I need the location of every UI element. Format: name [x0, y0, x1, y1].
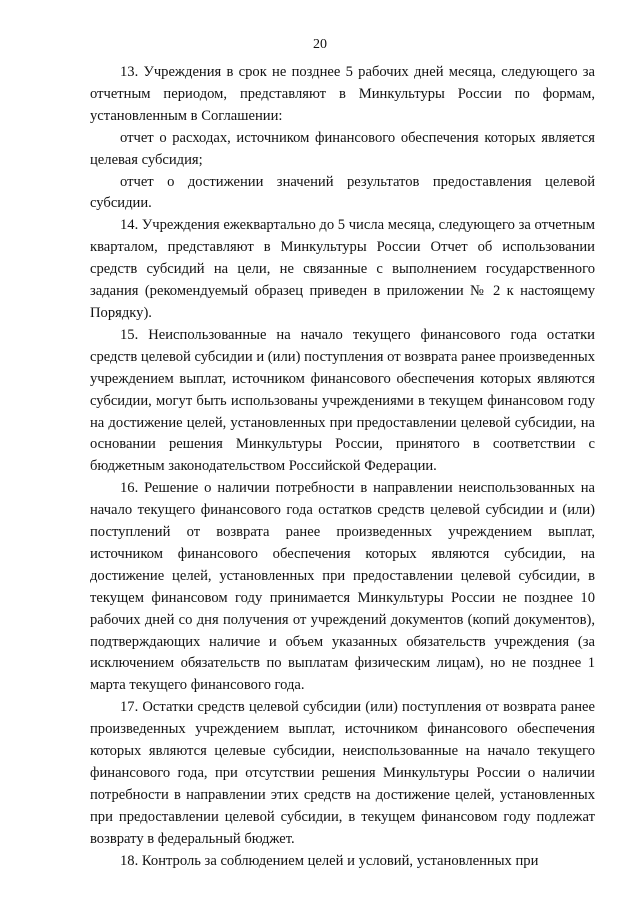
page-number: 20: [313, 37, 327, 52]
paragraph-13-item-results-report: отчет о достижении значений результатов предоставления целевой субсидии.: [90, 173, 595, 212]
page-body: [90, 62, 595, 873]
paragraph-17: 17. Остатки средств целевой субсидии (или) поступления от возврата ранее произведенных учреждением выплат, источником финансового обеспечения которых являются целевые субсидии, неиспользованные на начало текущего финансового года, при отсутствии решения Минкультуры России о наличии потребности в направлении этих средств на достижение целей, установленных при предоставлении целевой субсидии, в текущем финансовом году подлежат возврату в федеральный бюджет.: [90, 699, 595, 847]
paragraph-16: 16. Решение о наличии потребности в направлении неиспользованных на начало текущего финансового года остатков средств целевой субсидии и (или) поступлений от возврата ранее произведенных учреждением выплат, источником финансового обеспечения которых являются субсидии, на достижение целей, установленных при предоставлении целевой субсидии, в текущем финансовом году принимается Минкультуры России не позднее 10 рабочих дней со дня получения от учреждений документов (копий документов), подтверждающих наличие и объем указанных обязательств учреждения (за исключением обязательств по выплатам физическим лицам), но не позднее 1 марта текущего финансового года.: [90, 480, 595, 694]
paragraph-14: 14. Учреждения ежеквартально до 5 числа месяца, следующего за отчетным кварталом, представляют в Минкультуры России Отчет об использовании средств субсидий на цели, не связанные с выполнением государственного задания (рекомендуемый образец приведен в приложении № 2 к настоящему Порядку).: [90, 217, 595, 321]
paragraph-13-item-expenses-report: отчет о расходах, источником финансового обеспечения которых является целевая субсидия;: [90, 129, 595, 168]
paragraph-13: 13. Учреждения в срок не позднее 5 рабочих дней месяца, следующего за отчетным периодом, представляют в Минкультуры России по формам, установленным в Соглашении:: [90, 64, 595, 124]
paragraph-15: 15. Неиспользованные на начало текущего финансового года остатки средств целевой субсидии и (или) поступления от возврата ранее произведенных учреждением выплат, источником финансового обеспечения которых являются субсидии, могут быть использованы учреждениями в текущем финансовом году на достижение целей, установленных при предоставлении целевой субсидии, на основании решения Минкультуры России, принятого в соответствии с бюджетным законодательством Российской Федерации.: [90, 326, 595, 475]
paragraph-18: 18. Контроль за соблюдением целей и условий, установленных при: [120, 852, 539, 869]
